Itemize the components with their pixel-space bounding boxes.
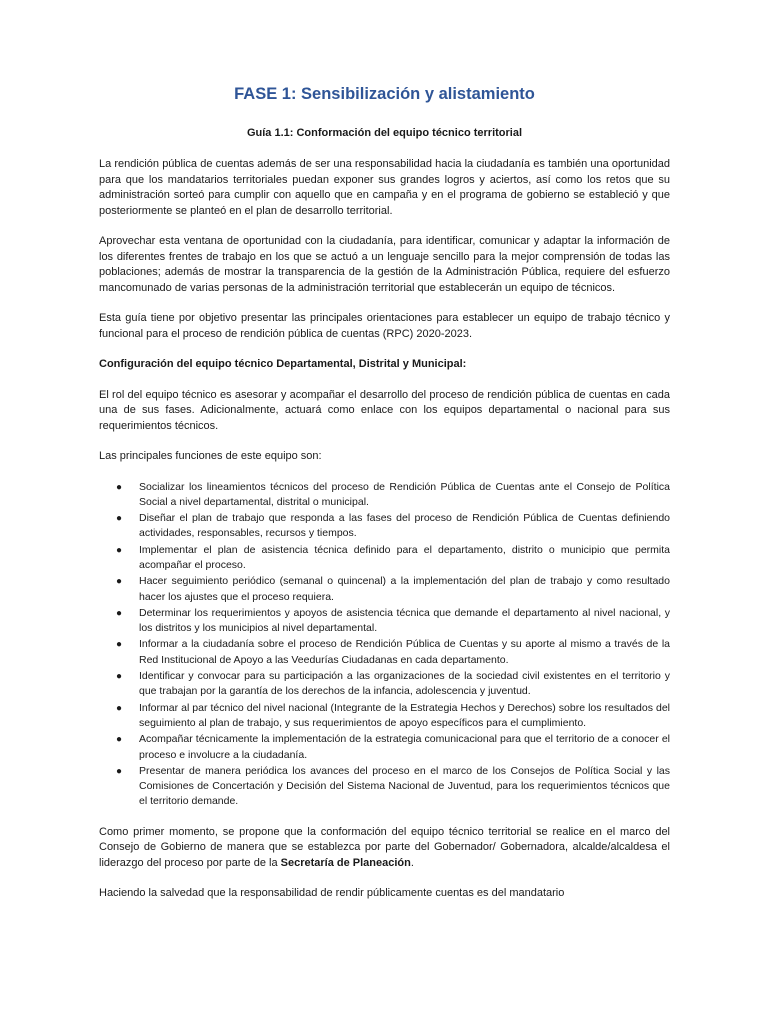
bullet-icon: ● [116, 702, 123, 714]
list-item [99, 543, 670, 574]
list-item-text: Acompañar técnicamente la implementación de la estrategia comunicacional para que el territorio de a conocer el proceso e involucre a la ciudadanía. [139, 733, 670, 761]
planning-secretariat: Secretaría de Planeación [280, 856, 411, 869]
functions-list [99, 480, 670, 810]
bullet-icon: ● [116, 765, 123, 777]
list-item-text: Socializar los lineamientos técnicos del proceso de Rendición Pública de Cuentas ante el Consejo de Política Social a nivel departamental, distrital o municipal. [139, 480, 670, 508]
bullet-icon: ● [116, 544, 123, 556]
closing-paragraph [99, 825, 670, 872]
list-item-text: Informar al par técnico del nivel nacional (Integrante de la Estrategia Hechos y Derechos) sobre los resultados del seguimiento al plan de trabajo, y sus requerimientos de apoyo específicos para el cumplimiento. [139, 701, 670, 729]
list-item-text: Diseñar el plan de trabajo que responda a las fases del proceso de Rendición Pública de Cuentas definiendo actividades, responsables, recursos y tiempos. [139, 512, 670, 540]
list-item [99, 574, 670, 605]
closing-period: . [410, 856, 414, 869]
bullet-icon: ● [116, 671, 123, 683]
list-item [99, 606, 670, 637]
bullet-icon: ● [116, 481, 123, 493]
list-item-text: Hacer seguimiento periódico (semanal o quincenal) a la implementación del plan de trabajo y como resultado hacer los ajustes que el proceso requiera. [139, 575, 670, 603]
list-item-text: Determinar los requerimientos y apoyos de asistencia técnica que demande el departamento al nivel nacional, y los distritos y los municipios al nivel departamental. [139, 606, 670, 635]
bullet-icon: ● [116, 734, 123, 746]
functions-intro: Las principales funciones de este equipo son: [99, 450, 322, 462]
list-item [99, 480, 670, 511]
list-item [99, 637, 670, 668]
guide-subtitle: Guía 1.1: Conformación del equipo técnico territorial [246, 127, 523, 139]
list-item-text: Informar a la ciudadanía sobre el proceso de Rendición Pública de Cuentas y su aporte al mismo a través de la Red Institucional de Apoyo a las Veedurías Ciudadanas en cada departamento. [139, 638, 670, 666]
bullet-icon: ● [116, 576, 123, 588]
intro-paragraph-3: Esta guía tiene por objetivo presentar las principales orientaciones para establecer un equipo de trabajo técnico y funcional para el proceso de rendición pública de cuentas (RPC) 2020-2023. [99, 312, 670, 340]
section-heading: Configuración del equipo técnico Departamental, Distrital y Municipal: [99, 358, 467, 370]
bullet-icon: ● [116, 513, 123, 525]
list-item [99, 511, 670, 542]
list-item [99, 669, 670, 700]
role-paragraph: El rol del equipo técnico es asesorar y acompañar el desarrollo del proceso de rendición pública de cuentas en cada una de sus fases. Adicionalmente, actuará como enlace con los equipos departamental o nacional para sus requerimientos técnicos. [99, 388, 670, 432]
list-item-text: Identificar y convocar para su participación a las organizaciones de la sociedad civil existentes en el territorio y que trabajan por la garantía de los derechos de la infancia, adolescencia y juventud. [139, 670, 670, 698]
page-title: FASE 1: Sensibilización y alistamiento [234, 85, 535, 103]
bullet-icon: ● [116, 639, 123, 651]
closing-text: Como primer momento, se propone que la conformación del equipo técnico territorial se realice en el marco del Consejo de Gobierno de manera que se establezca por parte del Gobernador/ Gobernadora, alcalde/alcaldesa el liderazgo del proceso por parte de la [99, 825, 670, 869]
last-paragraph: Haciendo la salvedad que la responsabilidad de rendir públicamente cuentas es del mandatario [99, 887, 565, 900]
list-item-text: Implementar el plan de asistencia técnica definido para el departamento, distrito o municipio que permita acompañar el proceso. [139, 543, 670, 571]
intro-paragraph-1: La rendición pública de cuentas además de ser una responsabilidad hacia la ciudadanía es también una oportunidad para que los mandatarios territoriales puedan exponer sus grandes logros y aciertos, así como los retos que su administración sorteó para cumplir con aquello que en campaña y en el programa de gobierno se estableció y que posteriormente se planteó en el plan de desarrollo territorial. [99, 158, 670, 217]
list-item-text: Presentar de manera periódica los avances del proceso en el marco de los Consejos de Política Social y las Comisiones de Concertación y Decisión del Sistema Nacional de Juventud, para los requerimientos técnicos que el territorio demande. [139, 764, 670, 808]
bullet-icon: ● [116, 607, 123, 619]
document-page [99, 82, 670, 917]
list-item [99, 701, 670, 732]
intro-paragraph-2: Aprovechar esta ventana de oportunidad con la ciudadanía, para identificar, comunicar y adaptar la información de los diferentes frentes de trabajo en los que se actuó a un lenguaje sencillo para la mejor comprensión de todas las poblaciones; además de mostrar la transparencia de la gestión de la Administración Pública, requiere del esfuerzo mancomunado de varias personas de la administración territorial que establecerán un equipo de técnicos. [99, 235, 670, 294]
list-item [99, 764, 670, 810]
list-item [99, 732, 670, 763]
